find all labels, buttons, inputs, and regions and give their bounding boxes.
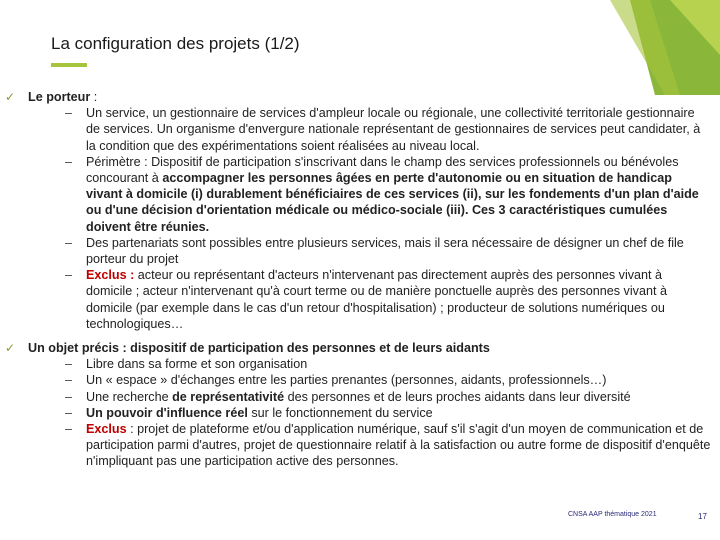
title-underline [51, 63, 87, 67]
item-text: sur le fonctionnement du service [247, 405, 433, 420]
page-title: La configuration des projets (1/2) [51, 34, 300, 53]
item-text: Libre dans sa forme et son organisation [86, 357, 308, 372]
content [5, 89, 715, 470]
exclus-label: Exclus : [86, 268, 135, 283]
dash-bullet-icon: – [65, 154, 73, 169]
sub-bullet-item [28, 372, 715, 388]
footer-label: CNSA AAP thématique 2021 [568, 511, 657, 518]
dash-bullet-icon: – [65, 389, 73, 404]
sub-bullet-item [28, 405, 715, 421]
dash-bullet-icon: – [65, 106, 73, 121]
item-text: acteur ou représentant d'acteurs n'intervenant pas directement auprès des personnes vivant à domicile ; acteur n'intervenant qu'à court terme ou de manière ponctuelle auprès des personnes vivant à domicile (par exemple dans le cas d'un retour d'hospitalisation) ; producteur de solutions numériques ou technologiques… [86, 268, 667, 331]
sub-bullet-item [28, 389, 715, 405]
sub-bullet-list [28, 105, 715, 332]
item-text: : projet de plateforme et/ou d'application numérique, sauf s'il s'agit d'un moyen de communication et de participation parmi d'autres, projet de questionnaire relatif à la satisfaction ou autre forme de dispositif d'enquête n'impliquant pas une participation active des personnes. [86, 422, 711, 469]
section-heading-suffix: : [90, 90, 98, 104]
item-text: Une recherche [86, 389, 173, 404]
sub-bullet-item [28, 267, 715, 332]
item-text-bold: de représentativité [172, 389, 285, 404]
item-text: Périmètre : Dispositif de participation s'inscrivant dans le champ des services professionnels ou bénévoles concourant à [86, 154, 679, 186]
exclus-label: Exclus [86, 422, 127, 437]
dash-bullet-icon: – [65, 373, 73, 388]
item-text: Un « espace » d'échanges entre les parties prenantes (personnes, aidants, professionnels…) [86, 373, 607, 388]
sub-bullet-item [28, 154, 715, 235]
item-text: Des partenariats sont possibles entre plusieurs services, mais il sera nécessaire de désigner un chef de file porteur du projet [86, 235, 684, 267]
page-number: 17 [698, 512, 707, 521]
dash-bullet-icon: – [65, 268, 73, 283]
section-heading-bold: Un objet précis : dispositif de participation des personnes et de leurs aidants [28, 341, 490, 356]
section-block [5, 89, 715, 332]
sub-bullet-item [28, 105, 715, 154]
dash-bullet-icon: – [65, 422, 73, 437]
dash-bullet-icon: – [65, 357, 73, 372]
sub-bullet-item [28, 235, 715, 267]
item-text-bold: Un pouvoir d'influence réel [86, 405, 248, 420]
item-text: des personnes et de leurs proches aidants dans leur diversité [284, 389, 631, 404]
section-heading-bold: Le porteur [28, 90, 91, 104]
dash-bullet-icon: – [65, 235, 73, 250]
dash-bullet-icon: – [65, 405, 73, 420]
check-bullet-icon: ✓ [5, 341, 16, 356]
section-block [5, 340, 715, 470]
sub-bullet-item [28, 356, 715, 372]
item-text-bold: accompagner les personnes âgées en perte d'autonomie ou en situation de handicap vivant à domicile (i) durablement bénéficiaires de ces services (ii), sur les fondements d'un plan d'aide ou d'une décision d'orientation médicale ou médico-sociale (iii). Ces 3 caractéristiques cumulées doivent être réunies. [86, 171, 699, 234]
item-text: Un service, un gestionnaire de services d'ampleur locale ou régionale, une collectivité territoriale gestionnaire de services. Un organisme d'envergure nationale représentant de gestionnaires de services peut candidater, à la condition que des expérimentations soient réalisées au niveau local. [86, 106, 701, 153]
section-heading [28, 340, 715, 356]
sub-bullet-item [28, 421, 715, 470]
sub-bullet-list [28, 356, 715, 469]
check-bullet-icon: ✓ [5, 90, 16, 104]
decorative-green-shape [480, 0, 720, 95]
section-heading [28, 89, 715, 105]
